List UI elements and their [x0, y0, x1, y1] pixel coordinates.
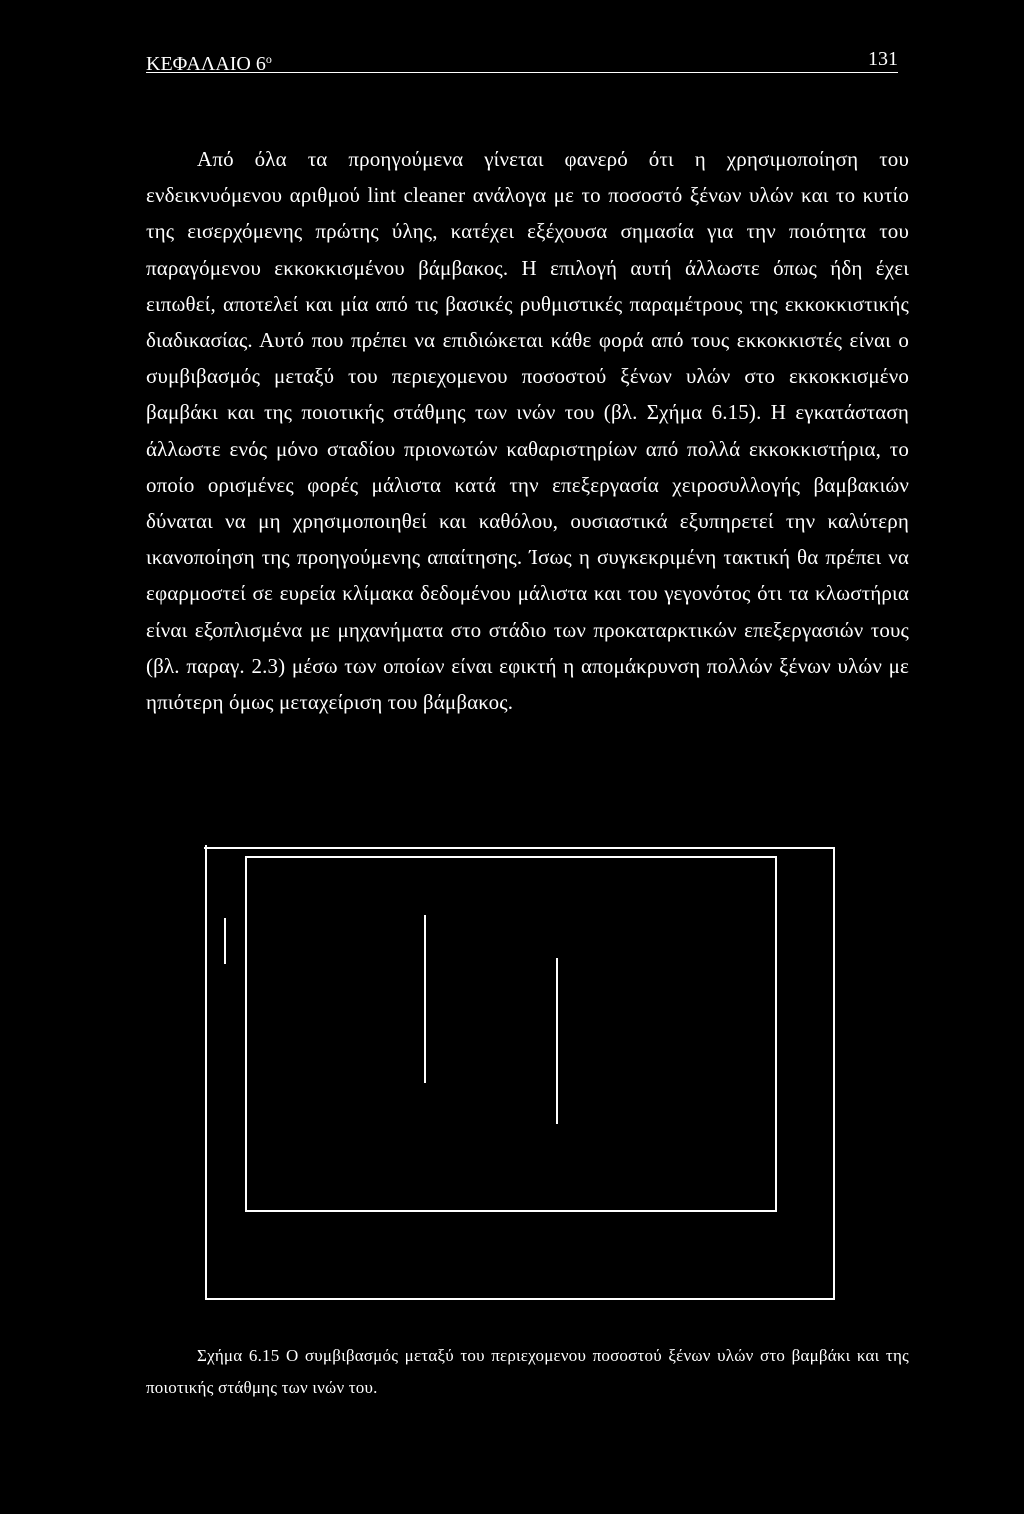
- chapter-label: ΚΕΦΑΛΑΙΟ $6^o$: [146, 52, 272, 75]
- chapter-ordinal: ο: [265, 52, 272, 66]
- body-paragraph: Από όλα τα προηγούμενα γίνεται φανερό ότι η χρησιμοποίηση του ενδεικνυόμενου αριθμού lint cleaner ανάλογα με το ποσοστό ξένων υλών και το κυτίο της εισερχόμενης πρώτης ύλης, κατέχει εξέχουσα σημασία για την ποιότητα του παραγόμενου εκκοκκισμένου βάμβακος. Η επιλογή αυτή άλλωστε όπως ήδη έχει ειπωθεί, αποτελεί και μία από τις βασικές ρυθμιστικές παραμέτρους της εκκοκκιστικής διαδικασίας. Αυτό που πρέπει να επιδιώκεται κάθε φορά από τους εκκοκκιστές είναι ο συμβιβασμός μεταξύ του περιεχομενου ποσοστού ξένων υλών στο εκκοκκισμένο βαμβάκι και της ποιοτικής στάθμης των ινών του (βλ. Σχήμα 6.15). Η εγκατάσταση άλλωστε ενός μόνο σταδίου πριονωτών καθαριστηρίων από πολλά εκκοκκιστήρια, το οποίο ορισμένες φορές μάλιστα κατά την επεξεργασία χειροσυλλογής βαμβακιών δύναται να μη χρησιμοποιηθεί και καθόλου, ουσιαστικά εξυπηρετεί την καλύτερη ικανοποίηση της προηγούμενης απαίτησης. Ίσως η συγκεκριμένη τακτική θα πρέπει να εφαρμοστεί σε ευρεία κλίμακα δεδομένου μάλιστα και του γεγονότος ότι τα κλωστήρια είναι εξοπλισμένα με μηχανήματα στο στάδιο των προκαταρκτικών επεξεργασιών τους (βλ. παραγ. 2.3) μέσω των οποίων είναι εφικτή η απομάκρυνση πολλών ξένων υλών με ηπιότερη όμως μεταχείριση του βάμβακος.: [146, 147, 909, 715]
- figure-caption: Σχήμα 6.15 Ο συμβιβασμός μεταξύ του περιεχομενου ποσοστού ξένων υλών στο βαμβάκι και της ποιοτικής στάθμης των ινών του.: [146, 1346, 909, 1397]
- outer-frame: [204, 845, 834, 1299]
- inner-frame: [246, 857, 776, 1211]
- page-number: 131: [868, 48, 898, 70]
